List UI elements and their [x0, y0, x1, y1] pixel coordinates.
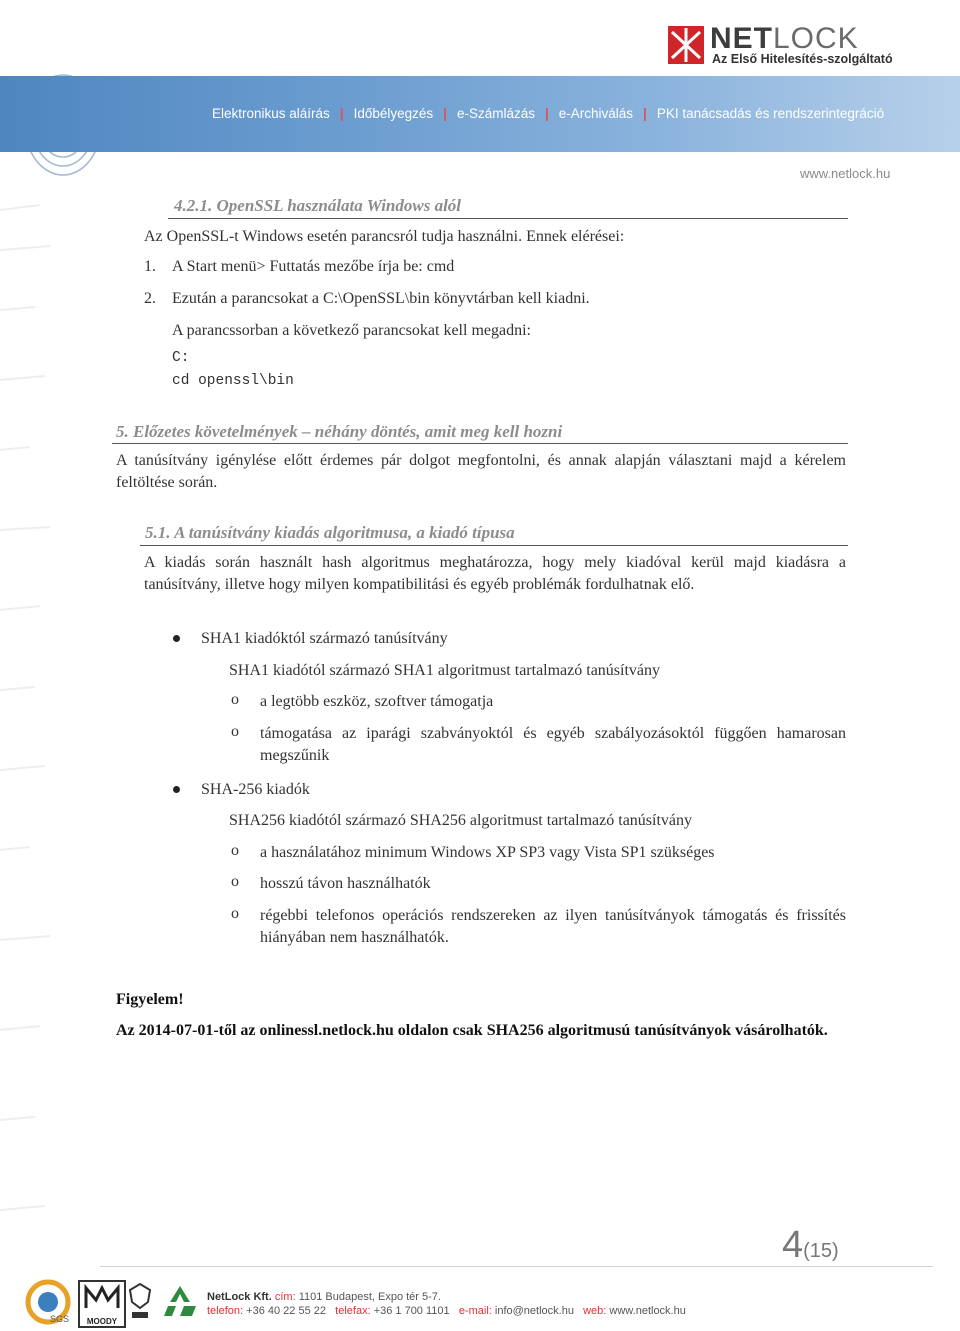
moody-logo-text: MOODY: [86, 1317, 118, 1326]
bullet-icon: [173, 786, 180, 793]
brand-name: NETLOCK: [710, 22, 859, 55]
moody-logo: [78, 1280, 126, 1328]
footer-web-link[interactable]: www.netlock.hu: [609, 1305, 686, 1317]
section-5-heading: 5. Előzetes követelmények – néhány döntés, amit meg kell hozni: [116, 422, 563, 441]
footer-address: NetLock Kft. cím: 1101 Budapest, Expo tér 5-7.: [207, 1291, 441, 1303]
header-nav: Elektronikus aláírás | Időbélyegzés | e-Számlázás | e-Archiválás | PKI tanácsadás és rendszerintegráció: [212, 106, 885, 121]
nav-item-pki[interactable]: PKI tanácsadás és rendszerintegráció: [656, 106, 885, 121]
warning-text: Az 2014-07-01-től az onlinessl.netlock.hu oldalon csak SHA256 algoritmusú tanúsítványok vásárolhatók.: [116, 1022, 828, 1039]
item-sha1-title: SHA1 kiadóktól származó tanúsítvány: [201, 630, 448, 647]
section-421-rule: [168, 218, 848, 219]
warning-title: Figyelem!: [116, 991, 184, 1008]
page-number: 4(15): [782, 1224, 839, 1266]
bullet-icon: [173, 635, 180, 642]
sub-bullet-icon: o: [231, 905, 239, 922]
section-51-paragraph: A kiadás során használt hash algoritmus meghatározza, hogy mely kiadóval kerül majd kiadásra a tanúsítvány, illetve hogy milyen kompatibilitási és egyéb problémák fordulhatnak elő.: [144, 554, 846, 593]
command-line-1: C:: [172, 350, 190, 366]
command-line-2: cd openssl\bin: [172, 373, 294, 389]
nav-item-idobelyegzes[interactable]: Időbélyegzés: [353, 106, 434, 121]
section-5-paragraph: A tanúsítvány igénylése előtt érdemes pár dolgot megfontolni, és annak alapján választani majd a kérelem feltöltése során.: [116, 452, 846, 491]
sgs-logo: [24, 1278, 72, 1326]
recycle-icon: [160, 1282, 200, 1322]
item-sha256-desc: SHA256 kiadótól származó SHA256 algoritmust tartalmazó tanúsítvány: [229, 812, 693, 829]
sgs-logo-text: SGS: [50, 1314, 70, 1324]
footer-contacts: telefon: +36 40 22 55 22 telefax: +36 1 700 1101 e-mail: info@netlock.hu web: www.netlock.hu: [207, 1305, 686, 1317]
item-sha256-sub-3: régebbi telefonos operációs rendszereken az ilyen tanúsítványok támogatás és frissítés hiányában nem használhatók.: [260, 907, 846, 946]
sub-bullet-icon: o: [231, 873, 239, 890]
website-url[interactable]: www.netlock.hu: [800, 166, 891, 181]
step-2-text: Ezután a parancsokat a C:\OpenSSL\bin könyvtárban kell kiadni.: [172, 290, 590, 307]
step-2-subtext: A parancssorban a következő parancsokat kell megadni:: [172, 322, 531, 339]
item-sha1-sub-1: a legtöbb eszköz, szoftver támogatja: [260, 693, 494, 710]
nav-item-aláírás[interactable]: Elektronikus aláírás: [212, 106, 330, 121]
left-decoration: [0, 150, 60, 1270]
step-1-number: 1.: [144, 258, 156, 275]
sub-bullet-icon: o: [231, 842, 239, 859]
item-sha256-sub-1: a használatához minimum Windows XP SP3 vagy Vista SP1 szükséges: [260, 844, 715, 861]
nav-item-earchivalas[interactable]: e-Archiválás: [558, 106, 634, 121]
step-2-number: 2.: [144, 290, 156, 307]
section-421-heading: 4.2.1. OpenSSL használata Windows alól: [174, 196, 462, 215]
footer-rule: [100, 1266, 933, 1267]
section-421-intro: Az OpenSSL-t Windows esetén parancsról tudja használni. Ennek elérései:: [144, 228, 625, 245]
sub-bullet-icon: o: [231, 723, 239, 740]
sub-bullet-icon: o: [231, 691, 239, 708]
brand-tagline: Az Első Hitelesítés-szolgáltató: [712, 52, 893, 66]
nav-item-eszamlazas[interactable]: e-Számlázás: [456, 106, 535, 121]
section-5-rule: [112, 443, 848, 444]
item-sha256-title: SHA-256 kiadók: [201, 781, 310, 798]
footer-email-link[interactable]: info@netlock.hu: [494, 1305, 574, 1317]
item-sha1-sub-2: támogatása az iparági szabványoktól és egyéb szabályozásoktól függően hamarosan megszűnik: [260, 725, 846, 764]
section-51-rule: [140, 545, 848, 546]
section-51-heading: 5.1. A tanúsítvány kiadás algoritmusa, a kiadó típusa: [145, 523, 515, 542]
ukas-logo: [126, 1282, 154, 1322]
item-sha1-desc: SHA1 kiadótól származó SHA1 algoritmust tartalmazó tanúsítvány: [229, 662, 661, 679]
step-1-text: A Start menü> Futtatás mezőbe írja be: cmd: [172, 258, 455, 275]
netlock-logo-icon: [668, 26, 704, 64]
item-sha256-sub-2: hosszú távon használhatók: [260, 875, 431, 892]
